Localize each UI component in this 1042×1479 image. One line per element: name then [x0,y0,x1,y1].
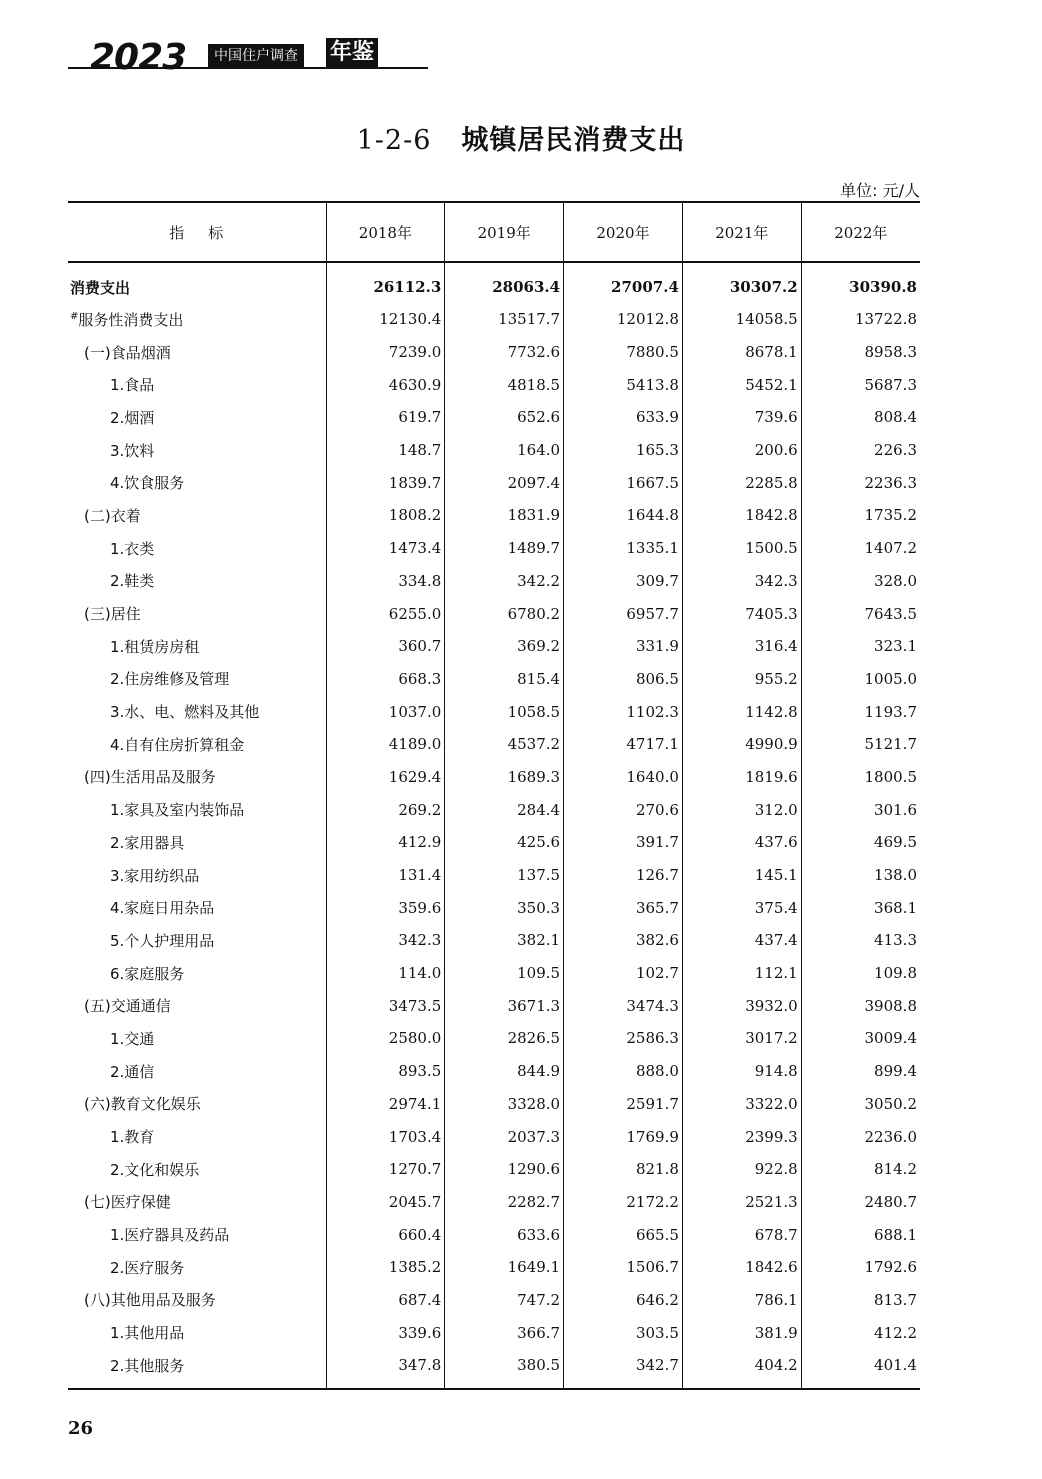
row-value: 148.7 [326,434,445,467]
table-row [68,434,920,467]
header-indicator: 指标 [68,202,326,262]
header-year-col: 2022年 [801,202,920,262]
row-value: 646.2 [564,1284,683,1317]
row-value: 328.0 [801,565,920,598]
row-label-text: (八)其他用品及服务 [84,1291,216,1310]
table-row [68,1316,920,1349]
row-value: 2399.3 [682,1120,801,1153]
row-value: 652.6 [445,401,564,434]
table-row [68,728,920,761]
row-label-text: 2.通信 [110,1062,155,1081]
row-value: 437.4 [682,924,801,957]
header-nianjian: 年鉴 [326,38,378,68]
row-value: 1640.0 [564,761,683,794]
row-value: 2826.5 [445,1022,564,1055]
row-value: 821.8 [564,1153,683,1186]
row-value: 4717.1 [564,728,683,761]
table-row [68,1153,920,1186]
row-value: 7239.0 [326,336,445,369]
row-value: 2037.3 [445,1120,564,1153]
row-value: 412.9 [326,826,445,859]
row-value: 893.5 [326,1055,445,1088]
row-value: 899.4 [801,1055,920,1088]
row-value: 1385.2 [326,1251,445,1284]
row-value: 1735.2 [801,499,920,532]
row-value: 808.4 [801,401,920,434]
row-value: 365.7 [564,891,683,924]
row-value: 126.7 [564,859,683,892]
unit-label: 单位: 元/人 [840,181,920,200]
row-label-text: 4.自有住房折算租金 [110,735,245,754]
row-value: 369.2 [445,630,564,663]
row-value: 138.0 [801,859,920,892]
table-row [68,1284,920,1317]
row-value: 813.7 [801,1284,920,1317]
row-value: 2097.4 [445,466,564,499]
row-value: 323.1 [801,630,920,663]
row-value: 2172.2 [564,1186,683,1219]
row-value: 1500.5 [682,532,801,565]
row-value: 678.7 [682,1218,801,1251]
row-value: 469.5 [801,826,920,859]
row-value: 955.2 [682,663,801,696]
row-value: 6957.7 [564,597,683,630]
row-label [68,663,326,696]
table-row [68,1251,920,1284]
row-value: 814.2 [801,1153,920,1186]
table-row [68,1349,920,1389]
row-value: 164.0 [445,434,564,467]
row-label-text: 2.烟酒 [110,408,155,427]
row-value: 200.6 [682,434,801,467]
row-value: 350.3 [445,891,564,924]
row-label [68,957,326,990]
row-label-text: (二)衣着 [84,506,141,525]
header-year-col: 2019年 [445,202,564,262]
row-value: 3474.3 [564,989,683,1022]
row-label-text: 2.家用器具 [110,833,185,852]
row-value: 2586.3 [564,1022,683,1055]
header-year-col: 2021年 [682,202,801,262]
row-value: 5687.3 [801,368,920,401]
row-value: 1506.7 [564,1251,683,1284]
row-value: 12012.8 [564,303,683,336]
row-value: 806.5 [564,663,683,696]
row-value: 2591.7 [564,1088,683,1121]
row-value: 109.8 [801,957,920,990]
row-value: 270.6 [564,793,683,826]
row-value: 2580.0 [326,1022,445,1055]
row-label [68,1284,326,1317]
row-value: 27007.4 [564,262,683,303]
row-value: 137.5 [445,859,564,892]
row-value: 342.7 [564,1349,683,1389]
row-value: 1842.8 [682,499,801,532]
page-title [0,118,1042,157]
row-value: 303.5 [564,1316,683,1349]
row-value: 660.4 [326,1218,445,1251]
row-value: 1644.8 [564,499,683,532]
row-value: 688.1 [801,1218,920,1251]
row-value: 226.3 [801,434,920,467]
row-value: 844.9 [445,1055,564,1088]
row-value: 4818.5 [445,368,564,401]
row-value: 687.4 [326,1284,445,1317]
row-value: 284.4 [445,793,564,826]
row-value: 339.6 [326,1316,445,1349]
row-value: 391.7 [564,826,683,859]
row-value: 914.8 [682,1055,801,1088]
row-value: 382.1 [445,924,564,957]
row-value: 786.1 [682,1284,801,1317]
table-row [68,401,920,434]
row-value: 342.3 [326,924,445,957]
row-label [68,1120,326,1153]
consumption-table [68,201,920,1390]
table-title: 城镇居民消费支出 [461,125,686,156]
row-label-text: 3.水、电、燃料及其他 [110,703,260,722]
row-label-text: 2.鞋类 [110,572,155,591]
row-value: 1703.4 [326,1120,445,1153]
row-label-text: 1.教育 [110,1128,155,1147]
row-value: 2236.3 [801,466,920,499]
row-value: 360.7 [326,630,445,663]
row-value: 316.4 [682,630,801,663]
row-value: 5413.8 [564,368,683,401]
row-value: 1142.8 [682,695,801,728]
row-value: 109.5 [445,957,564,990]
row-label-text: 服务性消费支出 [78,310,184,329]
table-row [68,499,920,532]
row-value: 1769.9 [564,1120,683,1153]
row-value: 5121.7 [801,728,920,761]
row-label-text: 2.医疗服务 [110,1258,185,1277]
table-number: 1-2-6 [356,125,432,156]
row-label-text: 3.饮料 [110,441,155,460]
row-value: 619.7 [326,401,445,434]
table-row [68,1088,920,1121]
row-value: 1831.9 [445,499,564,532]
row-label [68,434,326,467]
row-value: 2974.1 [326,1088,445,1121]
row-value: 14058.5 [682,303,801,336]
row-value: 2045.7 [326,1186,445,1219]
row-label-text: 4.家庭日用杂品 [110,899,215,918]
row-value: 3328.0 [445,1088,564,1121]
row-value: 1102.3 [564,695,683,728]
row-label [68,728,326,761]
table-row [68,793,920,826]
header-year-col: 2018年 [326,202,445,262]
row-value: 1270.7 [326,1153,445,1186]
row-value: 747.2 [445,1284,564,1317]
row-value: 815.4 [445,663,564,696]
row-value: 13722.8 [801,303,920,336]
row-value: 1489.7 [445,532,564,565]
row-value: 2236.0 [801,1120,920,1153]
row-value: 668.3 [326,663,445,696]
row-value: 269.2 [326,793,445,826]
row-value: 6780.2 [445,597,564,630]
row-value: 739.6 [682,401,801,434]
row-value: 131.4 [326,859,445,892]
table-row [68,1218,920,1251]
row-value: 404.2 [682,1349,801,1389]
row-label-text: (三)居住 [84,605,141,624]
row-value: 1473.4 [326,532,445,565]
row-value: 1005.0 [801,663,920,696]
row-value: 331.9 [564,630,683,663]
row-value: 112.1 [682,957,801,990]
row-label [68,1218,326,1251]
row-value: 7880.5 [564,336,683,369]
row-label [68,401,326,434]
row-value: 5452.1 [682,368,801,401]
row-value: 3473.5 [326,989,445,1022]
row-label-text: (四)生活用品及服务 [84,768,216,787]
table-row [68,924,920,957]
row-value: 1842.6 [682,1251,801,1284]
row-value: 425.6 [445,826,564,859]
row-mark: # [70,310,79,322]
table-row [68,859,920,892]
row-value: 1037.0 [326,695,445,728]
row-value: 342.2 [445,565,564,598]
row-label [68,1316,326,1349]
row-label [68,695,326,728]
row-label [68,891,326,924]
row-value: 382.6 [564,924,683,957]
row-label-text: 1.食品 [110,376,155,395]
page-number: 26 [68,1418,94,1439]
row-value: 1800.5 [801,761,920,794]
row-value: 4189.0 [326,728,445,761]
table-row [68,1120,920,1153]
row-value: 4990.9 [682,728,801,761]
row-label [68,1251,326,1284]
row-value: 28063.4 [445,262,564,303]
header-subtitle: 中国住户调查 [208,44,304,68]
row-value: 381.9 [682,1316,801,1349]
row-label [68,1088,326,1121]
row-label [68,499,326,532]
row-value: 633.6 [445,1218,564,1251]
row-value: 1792.6 [801,1251,920,1284]
yearbook-header [68,38,428,78]
row-value: 413.3 [801,924,920,957]
row-label-text: 1.交通 [110,1029,155,1048]
row-label-text: 1.租赁房房租 [110,637,200,656]
row-value: 2285.8 [682,466,801,499]
row-value: 1629.4 [326,761,445,794]
row-value: 145.1 [682,859,801,892]
row-label-text: 消费支出 [70,278,131,297]
table-row [68,1055,920,1088]
row-label-text: 2.其他服务 [110,1356,185,1375]
row-label-text: (六)教育文化娱乐 [84,1095,201,1114]
row-value: 309.7 [564,565,683,598]
table-row [68,532,920,565]
row-value: 665.5 [564,1218,683,1251]
table-row [68,336,920,369]
row-value: 3322.0 [682,1088,801,1121]
table-body [68,262,920,1389]
row-label [68,859,326,892]
row-value: 1808.2 [326,499,445,532]
row-label [68,262,326,303]
row-value: 1407.2 [801,532,920,565]
row-value: 8678.1 [682,336,801,369]
row-label-text: 2.文化和娱乐 [110,1160,200,1179]
row-value: 4630.9 [326,368,445,401]
table-row [68,989,920,1022]
row-label-text: 6.家庭服务 [110,964,185,983]
row-value: 401.4 [801,1349,920,1389]
row-value: 114.0 [326,957,445,990]
row-value: 1058.5 [445,695,564,728]
table-row [68,1186,920,1219]
row-label-text: 1.其他用品 [110,1324,185,1343]
row-label [68,989,326,1022]
row-label [68,793,326,826]
table-header-row [68,202,920,262]
table-row [68,695,920,728]
row-value: 165.3 [564,434,683,467]
row-label [68,368,326,401]
row-label [68,924,326,957]
row-value: 633.9 [564,401,683,434]
row-value: 13517.7 [445,303,564,336]
row-value: 342.3 [682,565,801,598]
row-value: 102.7 [564,957,683,990]
row-value: 1839.7 [326,466,445,499]
row-value: 412.2 [801,1316,920,1349]
table-row [68,1022,920,1055]
row-value: 437.6 [682,826,801,859]
row-label [68,466,326,499]
row-value: 30390.8 [801,262,920,303]
row-value: 1689.3 [445,761,564,794]
row-value: 4537.2 [445,728,564,761]
row-value: 1667.5 [564,466,683,499]
row-value: 26112.3 [326,262,445,303]
table-row [68,761,920,794]
row-label [68,1349,326,1389]
row-label [68,1153,326,1186]
row-value: 922.8 [682,1153,801,1186]
row-value: 375.4 [682,891,801,924]
table-row [68,262,920,303]
row-label [68,1186,326,1219]
row-value: 7405.3 [682,597,801,630]
row-value: 380.5 [445,1349,564,1389]
row-label [68,761,326,794]
row-label-text: 5.个人护理用品 [110,931,215,950]
row-value: 1819.6 [682,761,801,794]
table-row [68,368,920,401]
table-row [68,826,920,859]
row-value: 1193.7 [801,695,920,728]
row-label-text: 1.家具及室内装饰品 [110,801,245,820]
row-label-text: 1.衣类 [110,539,155,558]
row-value: 368.1 [801,891,920,924]
table-row [68,891,920,924]
row-value: 3908.8 [801,989,920,1022]
row-value: 334.8 [326,565,445,598]
table-row [68,303,920,336]
row-label [68,303,326,336]
row-value: 3017.2 [682,1022,801,1055]
row-label [68,597,326,630]
row-label [68,336,326,369]
row-value: 1649.1 [445,1251,564,1284]
row-value: 1290.6 [445,1153,564,1186]
row-value: 366.7 [445,1316,564,1349]
row-label-text: 3.家用纺织品 [110,866,200,885]
row-value: 30307.2 [682,262,801,303]
row-value: 8958.3 [801,336,920,369]
row-label [68,630,326,663]
row-label-text: (七)医疗保健 [84,1193,171,1212]
row-value: 3009.4 [801,1022,920,1055]
table-row [68,630,920,663]
row-label [68,532,326,565]
row-label [68,1055,326,1088]
row-label-text: (五)交通通信 [84,997,171,1016]
row-value: 888.0 [564,1055,683,1088]
row-label-text: 1.医疗器具及药品 [110,1226,230,1245]
row-value: 2480.7 [801,1186,920,1219]
row-value: 3671.3 [445,989,564,1022]
row-value: 3050.2 [801,1088,920,1121]
row-value: 1335.1 [564,532,683,565]
header-year-col: 2020年 [564,202,683,262]
table-row [68,565,920,598]
row-value: 3932.0 [682,989,801,1022]
row-label-text: 2.住房维修及管理 [110,670,230,689]
row-value: 12130.4 [326,303,445,336]
row-label-text: 4.饮食服务 [110,474,185,493]
row-value: 359.6 [326,891,445,924]
row-value: 6255.0 [326,597,445,630]
table-row [68,597,920,630]
row-label-text: (一)食品烟酒 [84,343,171,362]
row-value: 2282.7 [445,1186,564,1219]
row-label [68,826,326,859]
row-value: 347.8 [326,1349,445,1389]
row-value: 7643.5 [801,597,920,630]
row-value: 301.6 [801,793,920,826]
row-label [68,1022,326,1055]
table-row [68,663,920,696]
header-year: 2023 [90,37,187,78]
row-label [68,565,326,598]
row-value: 312.0 [682,793,801,826]
table-row [68,466,920,499]
row-value: 7732.6 [445,336,564,369]
row-value: 2521.3 [682,1186,801,1219]
table-row [68,957,920,990]
